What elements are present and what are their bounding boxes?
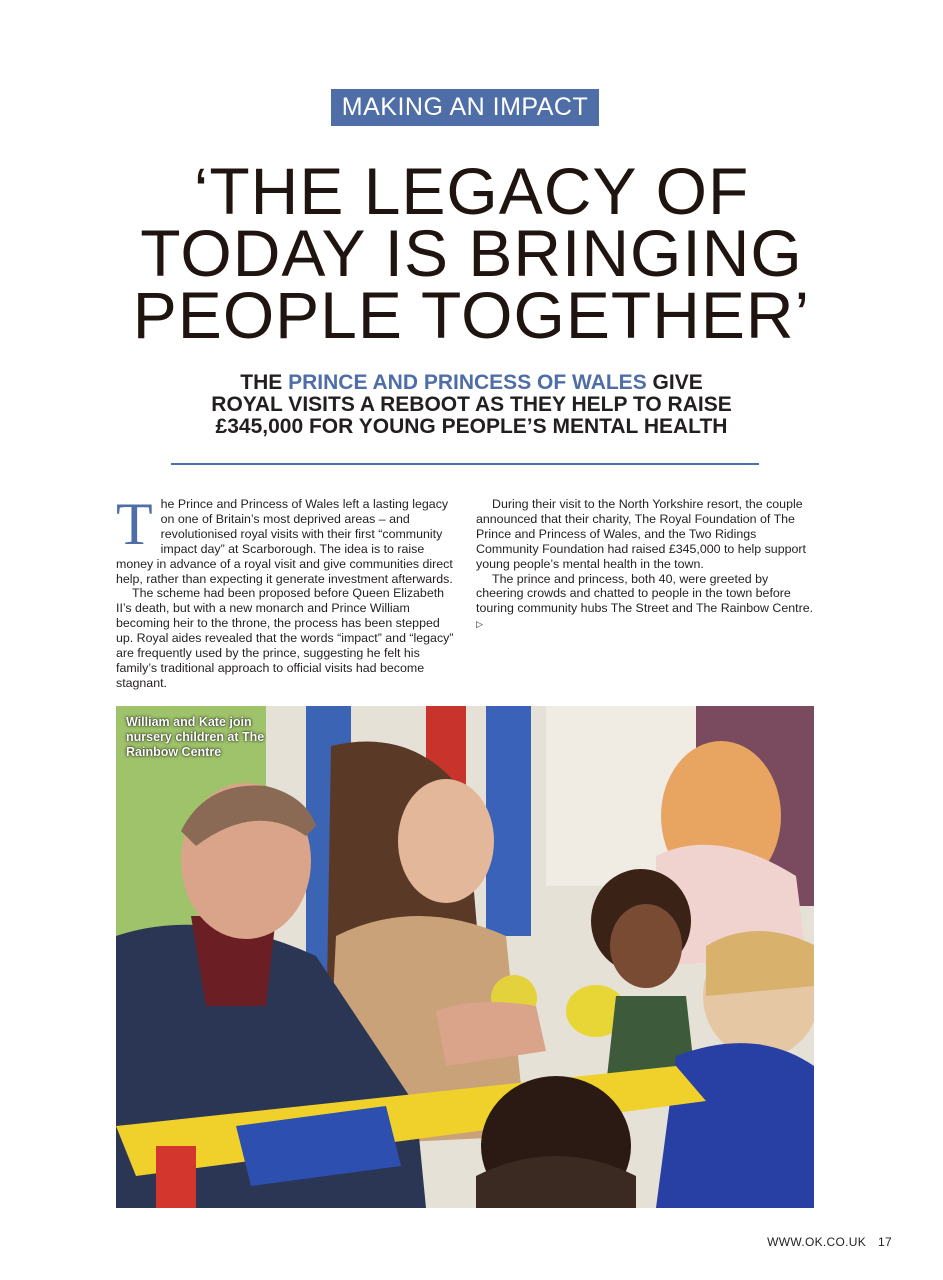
standfirst-pre: THE xyxy=(240,371,289,394)
paragraph-4-text: The prince and princess, both 40, were greeted by cheering crowds and chatted to people in the town before touring community hubs The Street and The Rainbow Centre. xyxy=(476,571,814,616)
headline-line-1: ‘THE LEGACY OF xyxy=(193,154,750,228)
article-paragraph-4 xyxy=(476,572,816,633)
standfirst-line-3: £345,000 FOR YOUNG PEOPLE’S MENTAL HEALTH xyxy=(215,415,728,438)
section-kicker: MAKING AN IMPACT xyxy=(331,89,599,126)
article-column-right xyxy=(476,497,816,632)
article-paragraph-1 xyxy=(116,491,456,586)
headline-line-2: TODAY IS BRINGING xyxy=(140,216,803,290)
divider-rule xyxy=(171,463,759,465)
feature-photo xyxy=(116,706,814,1208)
standfirst-line-2: ROYAL VISITS A REBOOT AS THEY HELP TO RAISE xyxy=(211,393,732,416)
standfirst xyxy=(110,372,833,438)
headline xyxy=(60,154,883,352)
article-column-left xyxy=(116,491,456,691)
standfirst-highlight: PRINCE AND PRINCESS OF WALES xyxy=(288,371,647,394)
photo-illustration xyxy=(116,706,814,1208)
drop-cap: T xyxy=(116,491,153,557)
photo-caption: William and Kate join nursery children at The Rainbow Centre xyxy=(126,715,265,759)
footer-site[interactable]: WWW.OK.CO.UK xyxy=(767,1235,867,1249)
standfirst-line-1 xyxy=(110,372,833,394)
paragraph-1-text: he Prince and Princess of Wales left a lasting legacy on one of Britain’s most deprived areas – and revolutionised royal visits with their first “community impact day” at Scarborough. The idea is to raise money in advance of a royal visit and give communities direct help, rather than expecting it generate investment afterwards. xyxy=(116,497,453,586)
article-paragraph-2: The scheme had been proposed before Queen Elizabeth II’s death, but with a new monarch and Prince William becoming heir to the throne, the process has been stepped up. Royal aides revealed that the words “impact” and “legacy” are frequently used by the prince, suggesting he felt his family’s traditional approach to official visits had become stagnant. xyxy=(116,586,454,690)
headline-line-3: PEOPLE TOGETHER’ xyxy=(132,278,811,352)
standfirst-post: GIVE xyxy=(646,371,703,394)
article-paragraph-3: During their visit to the North Yorkshire resort, the couple announced that their charity, The Royal Foundation of The Prince and Princess of Wales, and the Two Ridings Community Foundation had raised £345,000 to help support young people’s mental health in the town. xyxy=(476,497,806,571)
page-footer xyxy=(767,1235,892,1249)
page-number: 17 xyxy=(878,1235,892,1249)
article-end-icon: ▷ xyxy=(476,619,483,630)
